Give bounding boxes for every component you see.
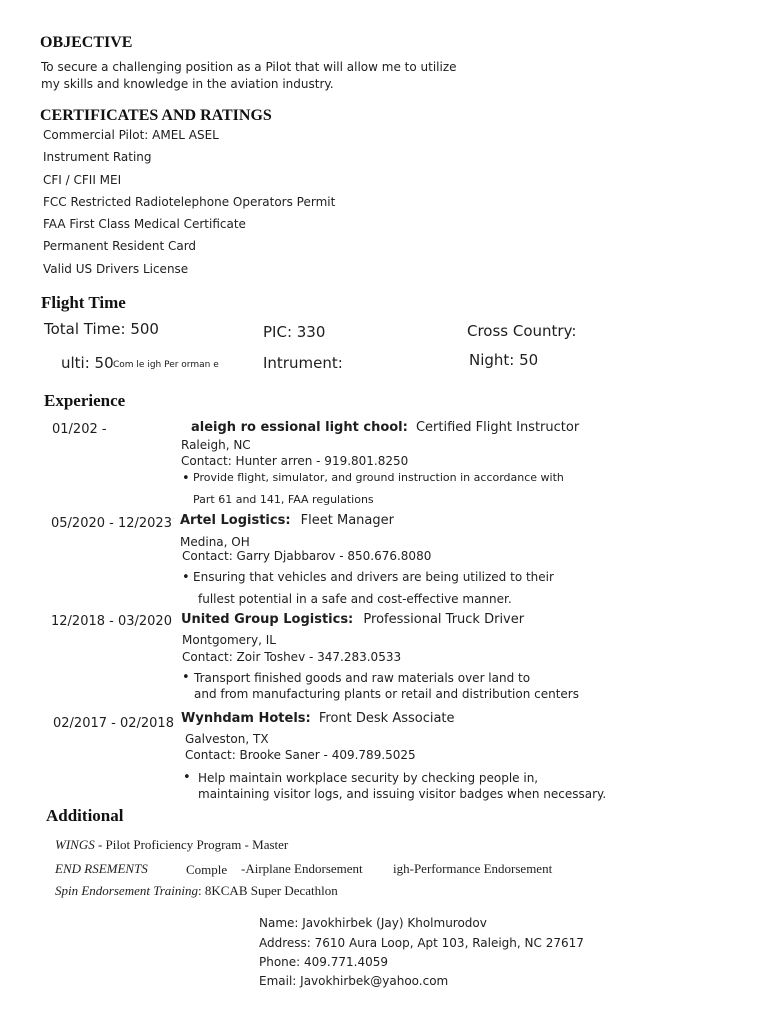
- endorsement-complex: Comple: [186, 862, 228, 877]
- job-company: aleigh ro essional light chool:: [191, 420, 408, 435]
- wings-label: WINGS: [55, 837, 95, 852]
- job-contact: Contact: Hunter arren - 919.801.8250: [181, 454, 409, 468]
- wings-text: - Pilot Proficiency Program - Master: [94, 837, 289, 852]
- job-title-line: [180, 513, 394, 528]
- job-location: Montgomery, IL: [182, 633, 276, 647]
- objective-line-1: To secure a challenging position as a Pilot that will allow me to utilize: [41, 60, 457, 74]
- certificate-item: Permanent Resident Card: [43, 239, 197, 253]
- job-contact: Contact: Garry Djabbarov - 850.676.8080: [182, 549, 432, 563]
- certificate-item: Valid US Drivers License: [43, 262, 189, 276]
- job-bullet-continued: and from manufacturing plants or retail and distribution centers: [194, 687, 579, 701]
- job-bullet: Ensuring that vehicles and drivers are being utilized to their: [193, 570, 554, 584]
- pic-time: PIC: 330: [263, 323, 326, 341]
- job-date: 01/202 -: [52, 422, 107, 437]
- instrument-time: Intrument:: [263, 354, 343, 372]
- bullet-icon: •: [182, 570, 190, 585]
- wings-line: [55, 837, 288, 853]
- complex-hp-fragment: Com le igh Per orman e: [113, 360, 219, 370]
- job-contact: Contact: Brooke Saner - 409.789.5025: [185, 748, 416, 762]
- certificate-item: CFI / CFII MEI: [43, 173, 122, 187]
- job-company: Artel Logistics:: [180, 513, 291, 528]
- contact-phone: Phone: 409.771.4059: [259, 955, 389, 969]
- total-time: Total Time: 500: [44, 320, 159, 338]
- job-contact: Contact: Zoir Toshev - 347.283.0533: [182, 650, 402, 664]
- job-date: 12/2018 - 03/2020: [51, 614, 172, 629]
- job-company: United Group Logistics:: [181, 612, 354, 627]
- job-bullet: Transport finished goods and raw materials over land to: [194, 671, 531, 685]
- additional-heading: Additional: [46, 806, 124, 825]
- endorsements-label: END RSEMENTS: [55, 861, 148, 876]
- flight-time-heading: Flight Time: [41, 293, 126, 312]
- certificate-item: Instrument Rating: [43, 150, 152, 164]
- endorsements-line: [55, 861, 148, 877]
- bullet-icon: •: [183, 770, 191, 785]
- job-bullet-continued: fullest potential in a safe and cost-effective manner.: [198, 592, 512, 606]
- job-date: 02/2017 - 02/2018: [53, 716, 174, 731]
- experience-heading: Experience: [44, 391, 126, 410]
- job-location: Galveston, TX: [185, 732, 269, 746]
- job-location: Medina, OH: [180, 535, 250, 549]
- certificate-item: Commercial Pilot: AMEL ASEL: [43, 128, 219, 142]
- contact-address: Address: 7610 Aura Loop, Apt 103, Raleigh, NC 27617: [259, 936, 584, 950]
- job-role: Certified Flight Instructor: [415, 420, 580, 435]
- objective-heading: OBJECTIVE: [40, 34, 133, 51]
- job-title-line: [191, 420, 579, 435]
- multi-time: ulti: 50: [61, 354, 114, 372]
- night-time: Night: 50: [469, 351, 539, 369]
- bullet-icon: •: [182, 670, 190, 685]
- job-bullet-continued: maintaining visitor logs, and issuing visitor badges when necessary.: [198, 787, 607, 801]
- job-bullet-continued: Part 61 and 141, FAA regulations: [193, 493, 374, 506]
- contact-name: Name: Javokhirbek (Jay) Kholmurodov: [259, 916, 487, 930]
- contact-email[interactable]: Email: Javokhirbek@yahoo.com: [259, 974, 449, 988]
- job-bullet: Provide flight, simulator, and ground instruction in accordance with: [193, 471, 564, 484]
- job-bullet: Help maintain workplace security by checking people in,: [198, 771, 539, 785]
- certificate-item: FCC Restricted Radiotelephone Operators Permit: [43, 195, 336, 209]
- objective-line-2: my skills and knowledge in the aviation industry.: [41, 77, 334, 91]
- bullet-icon: •: [182, 471, 190, 486]
- job-title-line: [181, 711, 455, 726]
- endorsement-high-performance: igh-Performance Endorsement: [393, 861, 553, 876]
- certificate-item: FAA First Class Medical Certificate: [43, 217, 246, 231]
- certificates-heading: CERTIFICATES AND RATINGS: [40, 107, 272, 124]
- spin-text: : 8KCAB Super Decathlon: [198, 883, 338, 898]
- job-role: Fleet Manager: [300, 513, 394, 528]
- job-role: Front Desk Associate: [318, 711, 455, 726]
- job-date: 05/2020 - 12/2023: [51, 516, 172, 531]
- job-role: Professional Truck Driver: [363, 612, 525, 627]
- cross-country-time: Cross Country:: [467, 322, 577, 340]
- job-company: Wynhdam Hotels:: [181, 711, 311, 726]
- spin-label: Spin Endorsement Training: [55, 883, 199, 898]
- job-title-line: [181, 612, 524, 627]
- job-location: Raleigh, NC: [181, 438, 251, 452]
- endorsement-airplane: -Airplane Endorsement: [241, 861, 363, 876]
- spin-line: [55, 883, 338, 899]
